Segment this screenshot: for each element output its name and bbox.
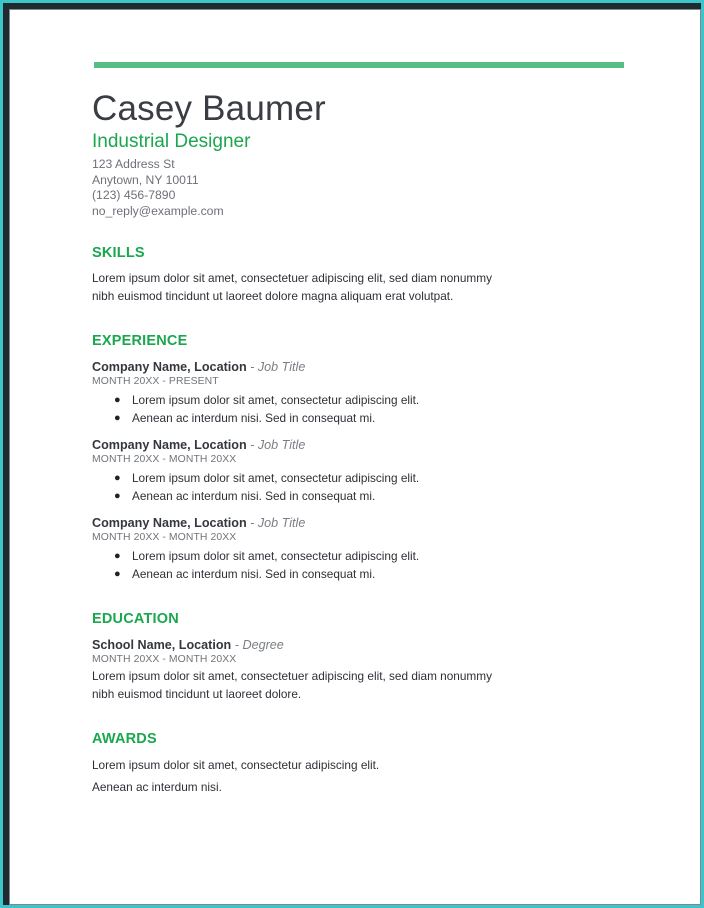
experience-entry-title bbox=[92, 359, 632, 375]
experience-entry bbox=[92, 437, 632, 505]
experience-dates: MONTH 20XX - MONTH 20XX bbox=[92, 532, 237, 543]
bullet-icon: ● bbox=[114, 550, 121, 562]
experience-entry bbox=[92, 359, 632, 427]
education-entry bbox=[92, 637, 632, 703]
experience-dates: MONTH 20XX - PRESENT bbox=[92, 376, 219, 387]
email-address: no_reply@example.com bbox=[92, 203, 224, 218]
job-title: Job Title bbox=[257, 360, 306, 374]
education-heading: EDUCATION bbox=[92, 611, 179, 627]
address-line-1: 123 Address St bbox=[92, 157, 175, 171]
candidate-title: Industrial Designer bbox=[92, 131, 251, 152]
education-line-2: nibh euismod tincidunt ut laoreet dolore. bbox=[92, 687, 302, 701]
title-separator: - bbox=[231, 638, 243, 652]
experience-bullets bbox=[92, 547, 632, 583]
experience-entry-title bbox=[92, 437, 632, 453]
address-line-2: Anytown, NY 10011 bbox=[92, 172, 199, 187]
contact-block bbox=[92, 157, 632, 219]
bullet-text: Aenean ac interdum nisi. Sed in consequat mi. bbox=[132, 489, 376, 503]
title-separator: - bbox=[246, 516, 258, 530]
bullet-icon: ● bbox=[114, 394, 121, 406]
bullet-text: Lorem ipsum dolor sit amet, consectetur adipiscing elit. bbox=[132, 393, 420, 407]
company-location: Company Name, Location bbox=[92, 360, 247, 374]
resume-page bbox=[9, 9, 701, 905]
phone-number: (123) 456-7890 bbox=[92, 188, 176, 202]
bullet-text: Aenean ac interdum nisi. Sed in consequat mi. bbox=[132, 411, 376, 425]
experience-dates: MONTH 20XX - MONTH 20XX bbox=[92, 454, 237, 465]
bullet-item bbox=[92, 469, 632, 487]
experience-entry bbox=[92, 515, 632, 583]
title-separator: - bbox=[246, 438, 258, 452]
bullet-item bbox=[92, 547, 632, 565]
skills-heading: SKILLS bbox=[92, 245, 145, 261]
job-title: Job Title bbox=[257, 438, 306, 452]
awards-line-1: Lorem ipsum dolor sit amet, consectetur adipiscing elit. bbox=[92, 758, 380, 772]
experience-bullets bbox=[92, 469, 632, 505]
awards-line-2: Aenean ac interdum nisi. bbox=[92, 780, 222, 794]
bullet-item bbox=[92, 391, 632, 409]
bullet-text: Aenean ac interdum nisi. Sed in consequat mi. bbox=[132, 567, 376, 581]
degree: Degree bbox=[242, 638, 284, 652]
education-line-1: Lorem ipsum dolor sit amet, consectetuer adipiscing elit, sed diam nonummy bbox=[92, 669, 492, 683]
education-entry-title bbox=[92, 637, 632, 653]
bullet-icon: ● bbox=[114, 568, 121, 580]
awards-heading: AWARDS bbox=[92, 731, 157, 747]
bullet-item bbox=[92, 565, 632, 583]
company-location: Company Name, Location bbox=[92, 438, 247, 452]
experience-entry-title bbox=[92, 515, 632, 531]
candidate-name: Casey Baumer bbox=[92, 89, 326, 128]
bullet-icon: ● bbox=[114, 412, 121, 424]
skills-line-2: nibh euismod tincidunt ut laoreet dolore magna aliquam erat volutpat. bbox=[92, 289, 454, 303]
title-separator: - bbox=[246, 360, 258, 374]
bullet-text: Lorem ipsum dolor sit amet, consectetur adipiscing elit. bbox=[132, 549, 420, 563]
skills-line-1: Lorem ipsum dolor sit amet, consectetuer adipiscing elit, sed diam nonummy bbox=[92, 271, 492, 285]
bullet-item bbox=[92, 409, 632, 427]
bullet-icon: ● bbox=[114, 472, 121, 484]
header-accent-rule bbox=[94, 62, 624, 68]
resume-content bbox=[92, 62, 632, 796]
bullet-text: Lorem ipsum dolor sit amet, consectetur adipiscing elit. bbox=[132, 471, 420, 485]
experience-bullets bbox=[92, 391, 632, 427]
bullet-item bbox=[92, 487, 632, 505]
skills-text bbox=[92, 269, 632, 305]
experience-heading: EXPERIENCE bbox=[92, 333, 188, 349]
company-location: Company Name, Location bbox=[92, 516, 247, 530]
school-location: School Name, Location bbox=[92, 638, 232, 652]
bullet-icon: ● bbox=[114, 490, 121, 502]
job-title: Job Title bbox=[257, 516, 306, 530]
education-dates: MONTH 20XX - MONTH 20XX bbox=[92, 654, 237, 665]
